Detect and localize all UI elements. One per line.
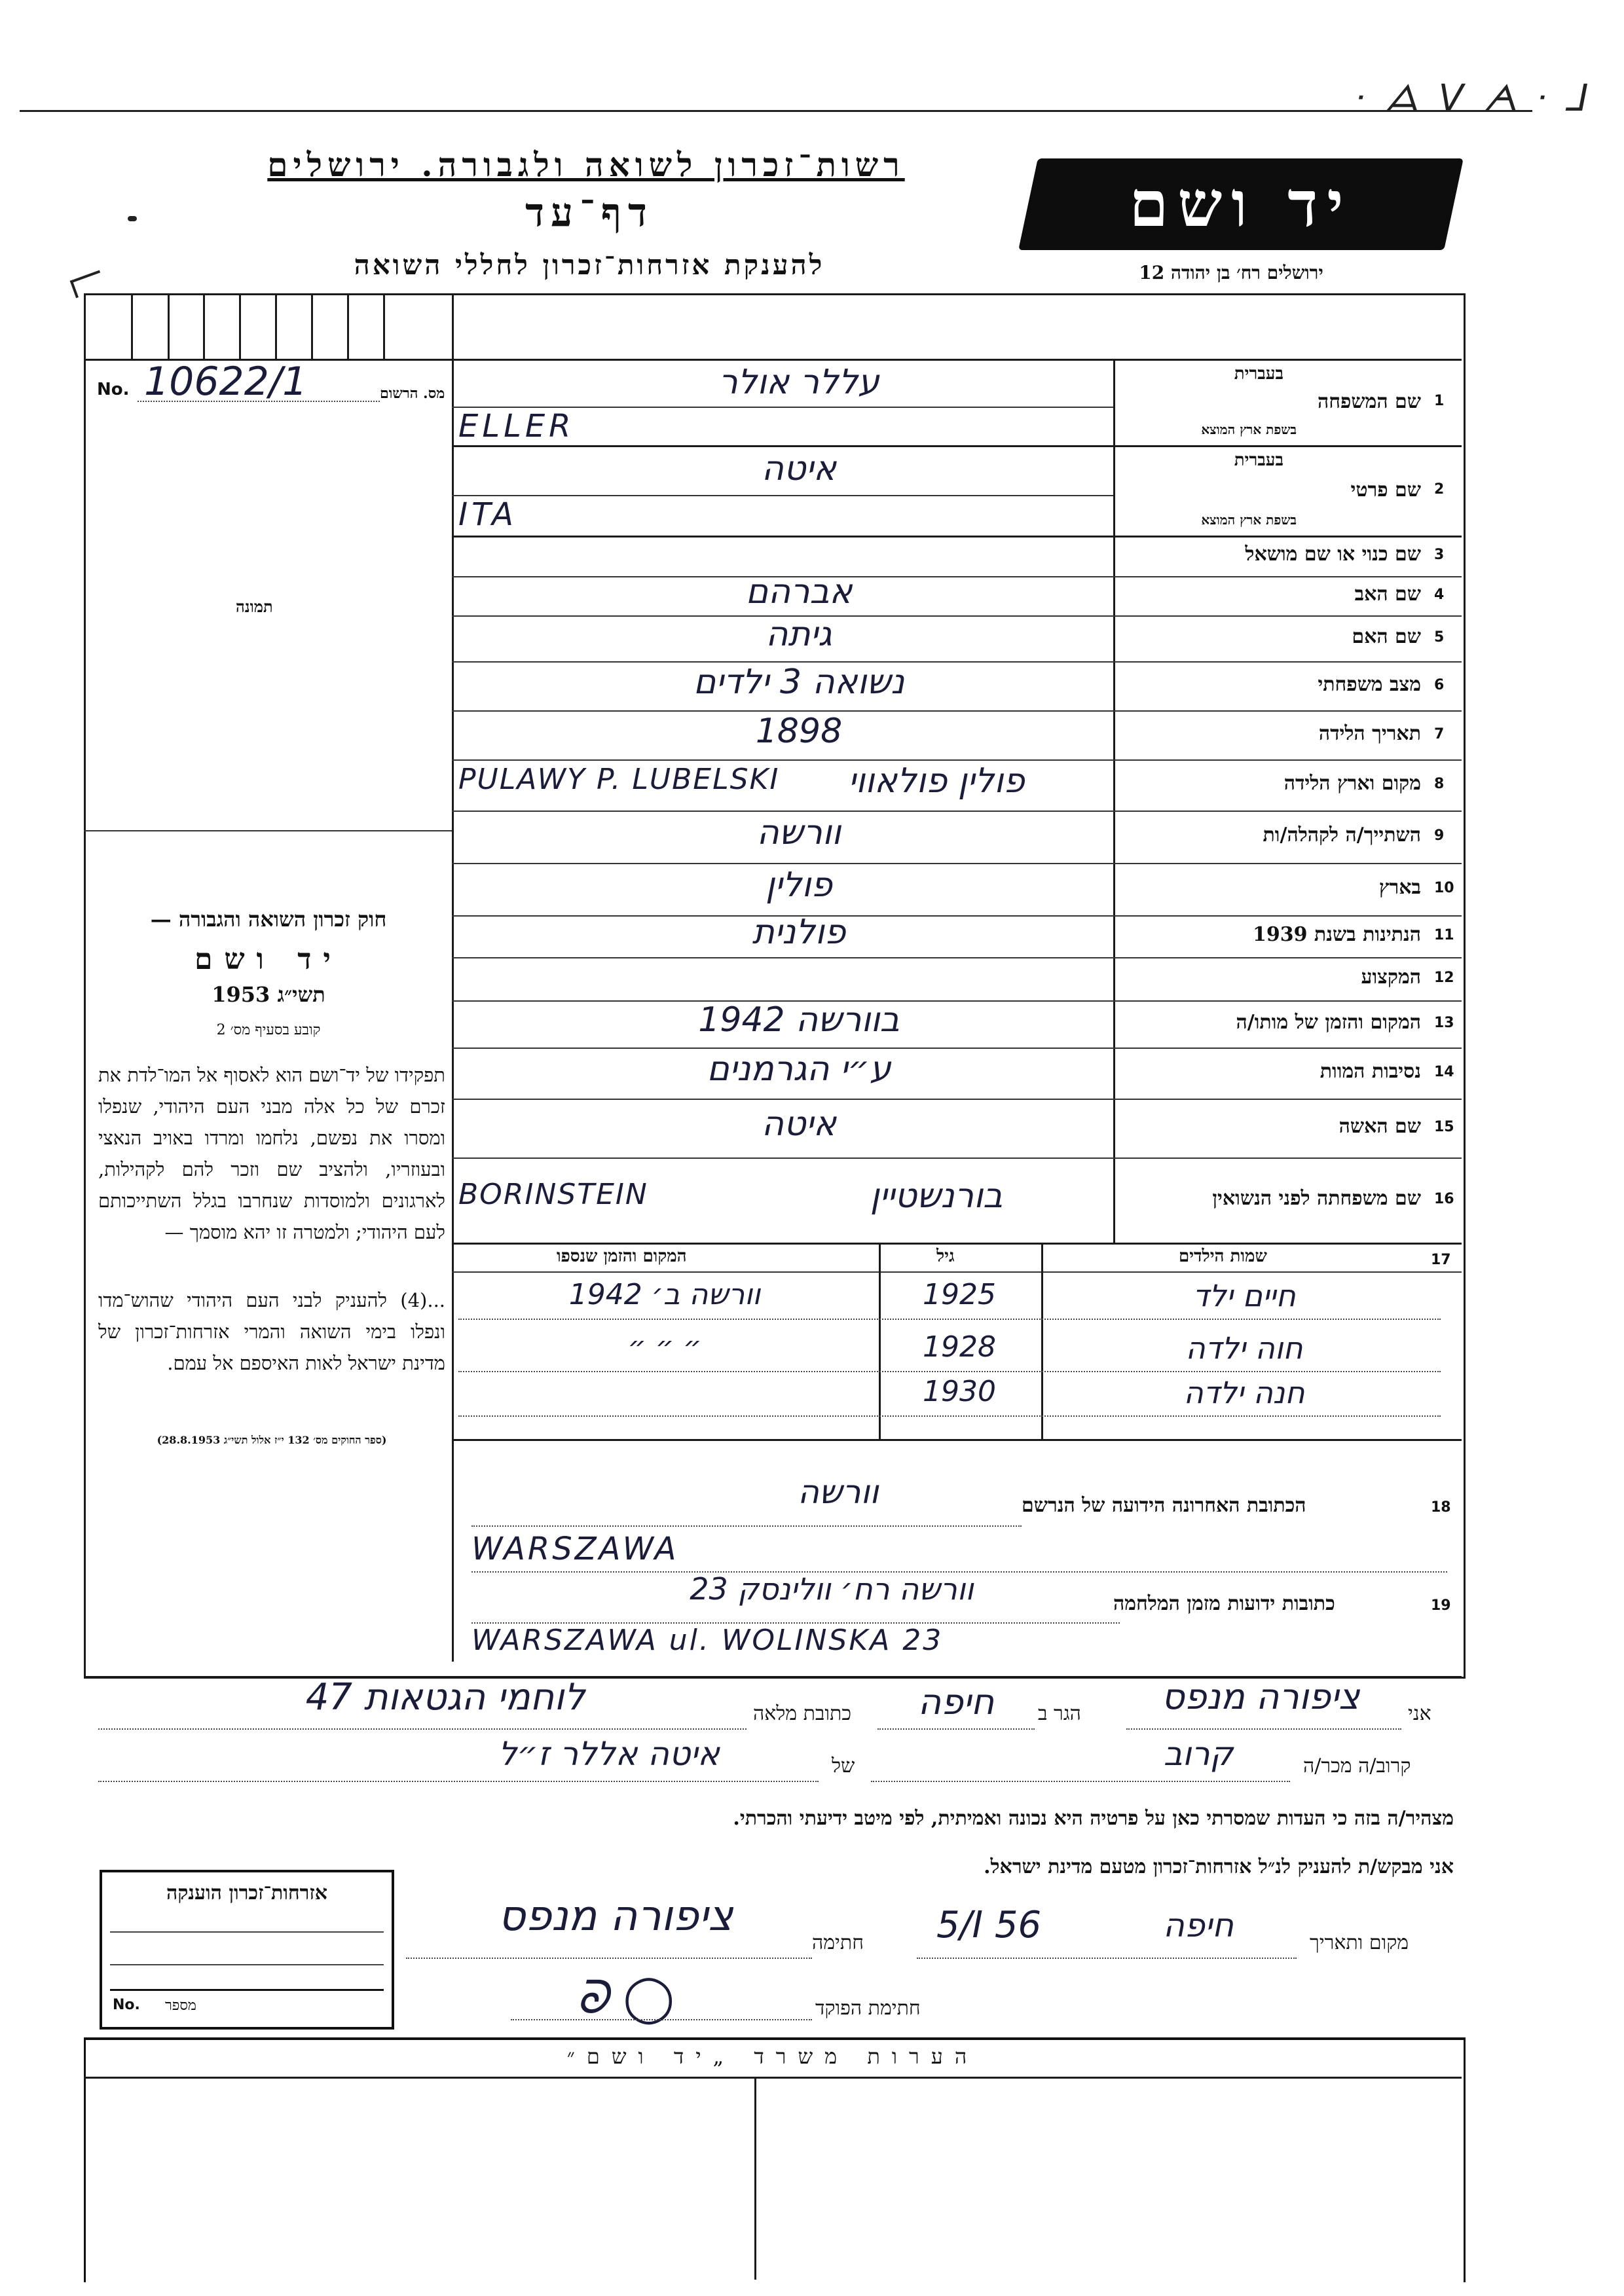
field-7-value: 1898 [755,711,843,751]
tick-8 [383,293,385,359]
field-13-label: המקום והזמן של מותו/ה [1236,1011,1421,1034]
registration-label: מס. הרשום [380,385,445,402]
child-name: חוה ילדה [1185,1330,1303,1366]
photo-label: תמונה [236,597,273,616]
decl-date-value: 5/I 56 [936,1904,1042,1946]
citizenship-stamp-box [100,1870,394,2030]
children-col-2 [1041,1243,1043,1439]
field-7-label: תאריך הלידה [1318,721,1421,745]
field-1-value: עללר אולר [718,363,879,402]
decl-of-value: איטה אללר ז״ל [498,1735,720,1773]
law-year: תשי״ג 1953 [212,982,325,1007]
field-12-label: המקצוע [1361,966,1421,989]
tick-3 [203,293,205,359]
stamp-mispar: מספר [165,1997,196,2014]
field-15-label: שם האשה [1338,1115,1421,1138]
field-10-value: פולין [766,866,832,905]
field-row-line [452,1099,1462,1100]
decl-signature-label: חתימה [812,1931,864,1954]
child-row-dots [458,1415,1441,1417]
children-header-top [452,1243,1462,1245]
field-10-label: בארץ [1378,876,1421,899]
field-15-num: 15 [1434,1119,1454,1135]
field-row-line [452,536,1462,538]
remarks-box [84,2037,1466,2282]
field-2-num: 2 [1434,481,1445,498]
law-name: יד ושם [194,943,342,976]
field-18-dots [471,1525,1022,1527]
field-7-num: 7 [1434,725,1445,742]
field-18-num: 18 [1431,1499,1451,1516]
field-1-value-latin: ELLER [458,408,575,445]
decl-address-dots [98,1728,747,1730]
children-bottom [452,1439,1462,1441]
header-address: ירושלים רח׳ בן יהודה 12 [1139,262,1323,283]
field-19-label: כתובות ידועות מזמן המלחמה [1113,1592,1335,1615]
remarks-header-bottom [84,2077,1462,2079]
decl-relation: קרוב [1163,1735,1234,1773]
field-1-label: שם המשפחה [1317,390,1421,413]
field-3-label: שם כנוי או שם מושאל [1245,543,1421,566]
children-header-bottom [452,1271,1462,1273]
field-16-value-latin: BORINSTEIN [458,1178,648,1211]
child-age: 1930 [923,1375,996,1408]
decl-signature-dots [406,1958,812,1959]
law-clause: קובע בסעיף מס׳ 2 [216,1022,321,1038]
field-5-value: גיתה [766,615,832,654]
decl-line-4: אני מבקש/ת להעניק לנ״ל אזרחות־זכרון מטעם מדינת ישראל. [984,1855,1454,1878]
decl-place-dots [917,1958,1297,1959]
children-col-names: שמות הילדים [1179,1247,1267,1266]
child-age: 1928 [923,1330,996,1364]
registration-prefix: No. [97,380,130,399]
field-11-num: 11 [1434,927,1454,943]
decl-officer-label: חתימת הפוקד [815,1997,921,2020]
field-9-label: השתייך/ה לקהלה/ות [1263,824,1421,847]
field-16-value: בורנשטיין [870,1176,1003,1216]
registration-number: 10622/1 [144,359,308,405]
form-title: דף־עד [525,190,654,236]
stamp-no: No. [113,1997,140,2013]
decl-place-date-label: מקום ותאריך [1310,1931,1409,1954]
decl-lives-in: הגר ב [1038,1702,1081,1725]
field-14-num: 14 [1434,1064,1454,1080]
field-19-value: וורשה רח׳ וולינסק 23 [690,1571,974,1607]
field-14-value: ע״י הגרמנים [707,1049,891,1089]
field-13-value: בוורשה 1942 [698,1000,900,1040]
field-1-num: 1 [1434,393,1445,409]
stray-mark-1 [128,216,137,221]
remarks-title: הערות משרד „יד ושם״ [566,2044,979,2069]
field-2-value-latin: ITA [458,496,517,533]
field-8-value: פולין פולאווי [848,761,1025,801]
decl-full-address: כתובת מלאה [753,1702,851,1725]
field-4-num: 4 [1434,587,1445,603]
decl-signature-value: ציפורה מנפס [498,1892,733,1941]
decl-place-value: חיפה [1163,1906,1234,1944]
children-num: 17 [1431,1252,1451,1268]
field-18-value: וורשה [798,1473,879,1511]
field-row-line [452,811,1462,812]
decl-city-dots [877,1728,1035,1730]
field-row-line [452,863,1462,864]
field-row-line [452,445,1462,447]
field-5-label: שם האם [1352,625,1421,648]
field-4-label: שם האב [1354,583,1421,606]
field-2-value: איטה [761,449,837,488]
field-13-num: 13 [1434,1015,1454,1031]
tick-1 [131,293,133,359]
remarks-center-line [754,2077,756,2280]
decl-line-3: מצהיר/ה בזה כי העדות שמסרתי כאן על פרטיה היא נכונה ואמיתית, לפי מיטב ידיעתי והכרתי. [733,1807,1454,1830]
left-column-divider [452,293,454,1662]
decl-relative: קרוב/ה מכר/ה [1303,1755,1411,1777]
authority-title: רשות־זכרון לשואה ולגבורה. ירושלים [267,145,905,184]
children-col-age: גיל [936,1247,955,1266]
child-name: חיים ילד [1192,1278,1296,1313]
child-place: ״ ״ ״ [627,1330,702,1364]
stamp-title: אזרחות־זכרון הוענקה [166,1882,328,1904]
field-11-value: פולנית [752,913,846,952]
field-6-value: נשואה 3 ילדים [693,662,905,702]
field-2-label: שם פרטי [1350,479,1421,501]
photo-box-bottom [84,830,452,831]
child-age: 1925 [923,1278,996,1311]
field-9-value: וורשה [756,813,841,852]
children-col-1 [879,1243,881,1439]
decl-name: ציפורה מנפס [1161,1676,1360,1717]
field-19-num: 19 [1431,1597,1451,1614]
field-18-label: הכתובת האחרונה הידועה של הנרשם [1022,1494,1306,1517]
officer-signature: ᘐ ◯ [576,1971,674,2024]
decl-address-value: לוחמי הגטאות 47 [305,1676,585,1719]
decl-of: של [832,1755,855,1777]
tick-6 [311,293,313,359]
field-3-num: 3 [1434,547,1445,563]
field-16-num: 16 [1434,1191,1454,1207]
top-rule [20,110,1532,112]
field-16-label: שם משפחתה לפני הנשואין [1212,1187,1421,1210]
field-1-sub-top: בעברית [1234,364,1283,384]
field-row-line [452,1048,1462,1049]
tick-7 [347,293,349,359]
children-col-place: המקום והזמן שנספו [557,1247,687,1266]
registration-dots [138,401,380,402]
field-5-num: 5 [1434,629,1445,646]
decl-officer-dots [511,2019,812,2020]
form-subtitle: להענקת אזרחות־זכרון לחללי השואה [354,249,825,281]
yad-vashem-logo [1018,158,1464,250]
decl-of-dots [98,1781,819,1782]
field-row-line [452,957,1462,958]
field-6-num: 6 [1434,676,1445,693]
field-15-value: איטה [761,1104,837,1144]
law-text-1: תפקידו של יד־ושם הוא לאסוף אל המו־לדת את זכרם של כל אלה מבני העם היהודי, שנפלו ומסרו את נפשם, נלחמו ומרדו באויב הנאצי ובעוזריו, ולהציב שם וזכר להם לקהילות, לארגונים ולמוסדות שנחרבו בגלל השתייכותם לעם היהודי; ולמטרה זו יהא מוסמך — [98,1064,445,1243]
field-6-label: מצב משפחתי [1318,672,1421,696]
field-2-sub-top: בעברית [1234,450,1283,470]
field-2-split [452,495,1113,496]
child-place: וורשה ב׳ 1942 [568,1278,761,1311]
law-text-2: ...(4) להעניק לבני העם היהודי שהוש־מדו ונפלו בימי השואה והמרי אזרחות־זכרון של מדינת ישראל לאות האיספם אל עמם. [98,1289,445,1374]
field-10-num: 10 [1434,880,1454,896]
field-8-num: 8 [1434,776,1445,792]
decl-relation-dots [871,1781,1290,1782]
field-12-num: 12 [1434,970,1454,986]
field-row-line [452,759,1462,761]
law-citation: (ספר החוקים מס׳ 132 י״ז אלול תשי״ג 28.8.1953) [157,1434,387,1446]
child-row-dots [458,1371,1441,1372]
law-title: חוק זכרון השואה והגבורה — [150,907,387,932]
child-row-dots [458,1319,1441,1320]
field-14-label: נסיבות המוות [1320,1060,1421,1083]
field-9-num: 9 [1434,828,1445,844]
child-name: חנה ילדה [1183,1375,1305,1410]
field-1-sub-bottom: בשפת ארץ המוצא [1201,422,1297,437]
label-column-divider [1113,359,1115,1243]
tick-4 [239,293,241,359]
field-2-sub-bottom: בשפת ארץ המוצא [1201,512,1297,528]
field-8-value-latin: PULAWY P. LUBELSKI [458,763,780,796]
decl-city: חיפה [917,1681,995,1722]
logo-text: יד ושם [1129,167,1353,241]
top-corner-scribble: ᐧ ᗋ ᐯ ᗅ ᐧ ᒧ [1356,77,1593,120]
decl-i-am: אני [1408,1702,1431,1725]
field-row-line [452,1157,1462,1159]
tick-2 [168,293,170,359]
field-8-label: מקום וארץ הלידה [1283,772,1421,795]
field-19-latin: WARSZAWA ul. WOLINSKA 23 [471,1624,944,1657]
field-18-latin: WARSZAWA [471,1531,679,1567]
tick-5 [275,293,277,359]
field-4-value: אברהם [745,572,853,611]
decl-name-dots [1126,1728,1401,1730]
field-11-label: הנתינות בשנת 1939 [1252,923,1421,946]
